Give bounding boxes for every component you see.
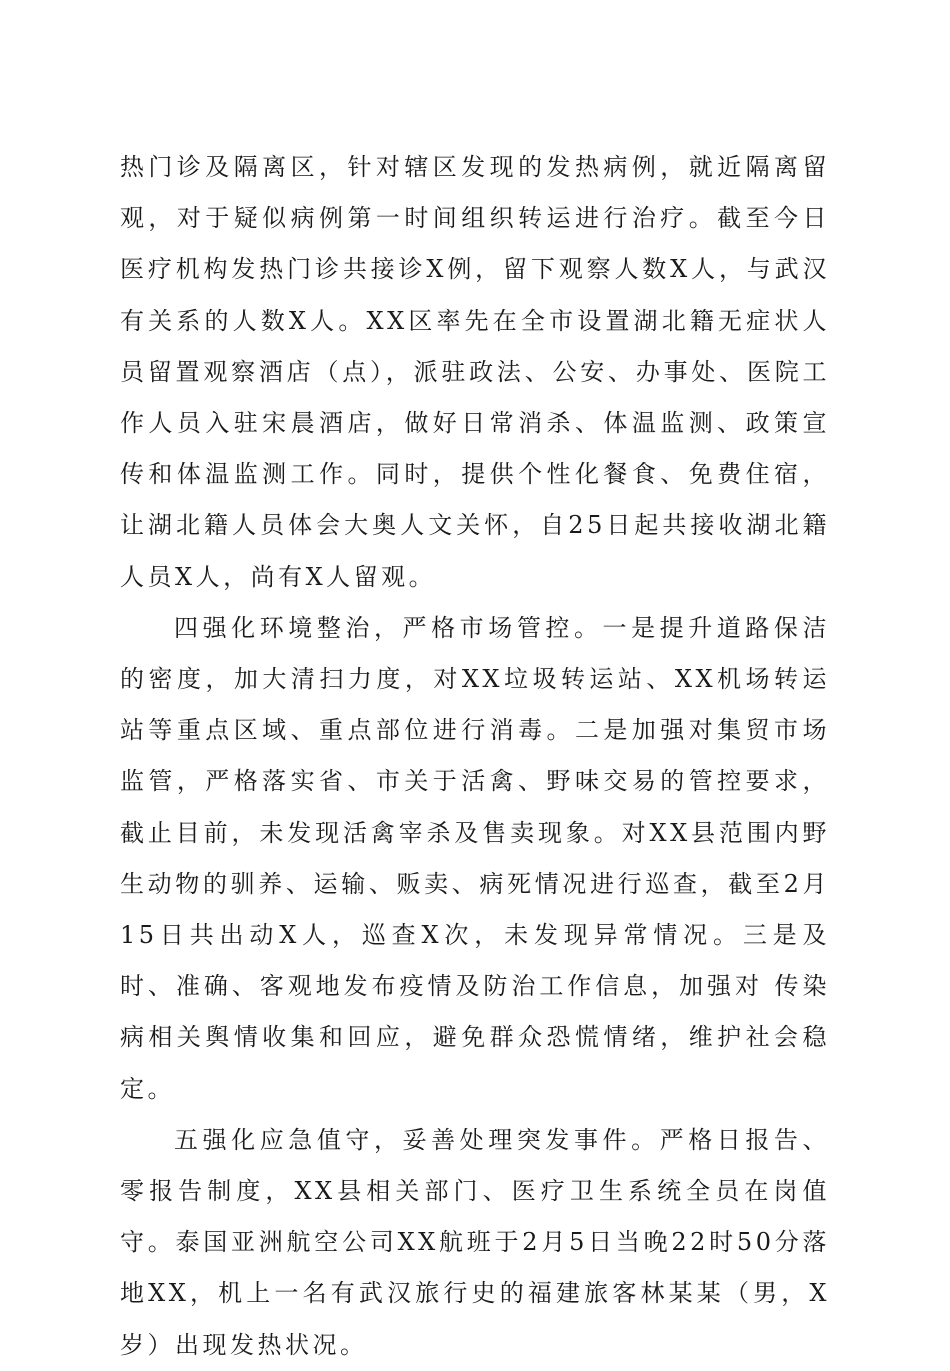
document-body	[120, 142, 830, 1371]
paragraph-2: 四强化环境整治，严格市场管控。一是提升道路保洁的密度，加大清扫力度，对XX垃圾转运站、XX机场转运站等重点区域、重点部位进行消毒。二是加强对集贸市场监管，严格落实省、市关于活禽、野味交易的管控要求，截止目前，未发现活禽宰杀及售卖现象。对XX县范围内野生动物的驯养、运输、贩卖、病死情况进行巡查，截至2月15日共出动X人，巡查X次，未发现异常情况。三是及时、准确、客观地发布疫情及防治工作信息，加强对 传染病相关舆情收集和回应，避免群众恐慌情绪，维护社会稳定。	[120, 613, 830, 1103]
paragraph-1: 热门诊及隔离区，针对辖区发现的发热病例，就近隔离留观，对于疑似病例第一时间组织转运进行治疗。截至今日医疗机构发热门诊共接诊X例，留下观察人数X人，与武汉有关系的人数X人。XX区率先在全市设置湖北籍无症状人员留置观察酒店（点），派驻政法、公安、办事处、医院工作人员入驻宋晨酒店，做好日常消杀、体温监测、政策宣传和体温监测工作。同时，提供个性化餐食、免费住宿，让湖北籍人员体会大奥人文关怀，自25日起共接收湖北籍人员X人，尚有X人留观。	[120, 153, 830, 591]
paragraph-3: 五强化应急值守，妥善处理突发事件。严格日报告、零报告制度，XX县相关部门、医疗卫生系统全员在岗值守。泰国亚洲航空公司XX航班于2月5日当晚22时50分落地XX，机上一名有武汉旅行史的福建旅客林某某（男，X岁）出现发热状况。	[120, 1125, 830, 1359]
